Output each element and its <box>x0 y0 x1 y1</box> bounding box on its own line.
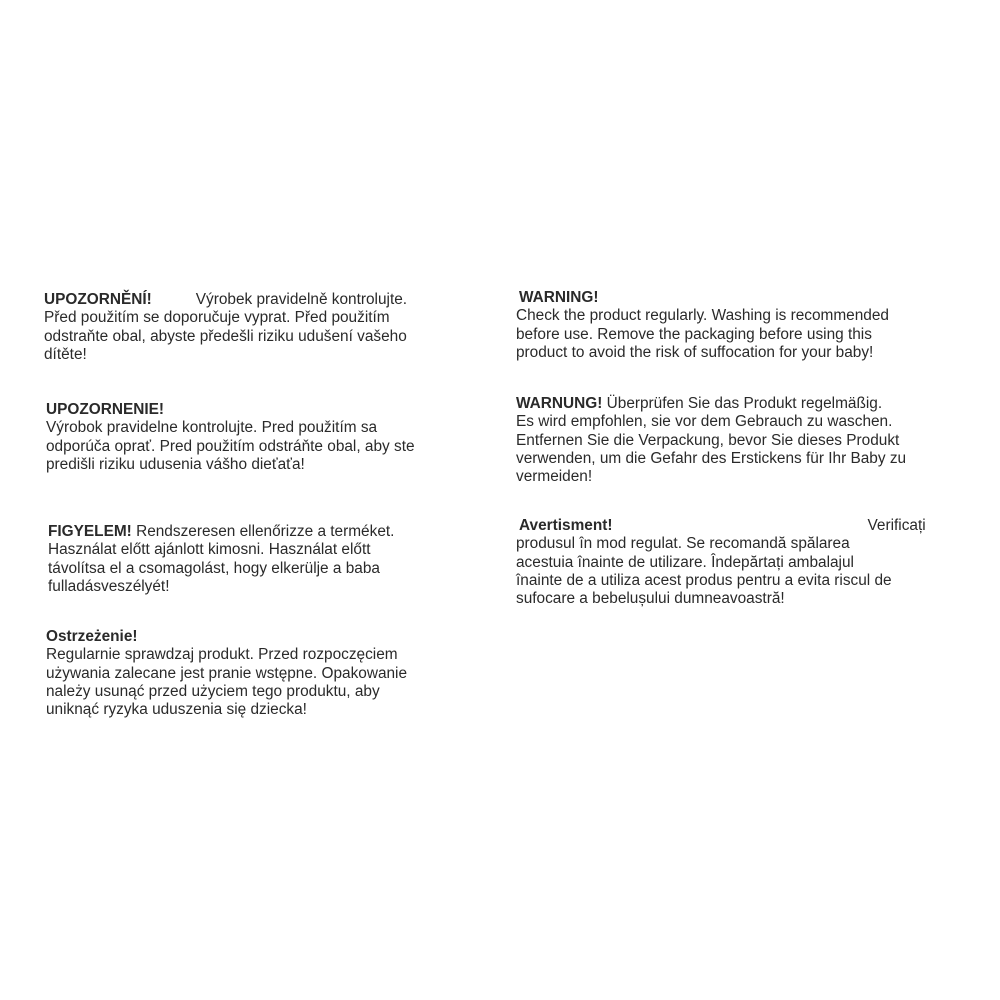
warning-romanian-inline-text: Verificați <box>867 517 926 534</box>
warning-czech-line: dítěte! <box>44 345 87 363</box>
warning-polish-heading: Ostrzeżenie! <box>46 628 138 645</box>
warning-polish-line: Regularnie sprawdzaj produkt. Przed rozpoczęciem <box>46 646 398 664</box>
warning-romanian-first-line <box>516 517 926 535</box>
warning-czech-inline-text: Výrobek pravidelně kontrolujte. <box>195 291 408 308</box>
warning-hungarian-line: távolítsa el a csomagolást, hogy elkerülje a baba <box>48 559 380 577</box>
warning-hungarian-inline-text: Rendszeresen ellenőrizze a terméket. <box>136 523 395 540</box>
warning-block-czech <box>44 291 407 364</box>
warning-english-line: Check the product regularly. Washing is recommended <box>516 307 889 325</box>
warning-english-line: before use. Remove the packaging before using this <box>516 325 872 343</box>
warning-block-hungarian <box>48 523 394 596</box>
warning-romanian-heading: Avertisment! <box>519 517 613 534</box>
warning-german-line: Entfernen Sie die Verpackung, bevor Sie dieses Produkt <box>516 431 900 449</box>
warning-czech-heading: UPOZORNĚNÍ! <box>44 291 152 308</box>
warning-hungarian-line: Használat előtt ajánlott kimosni. Használat előtt <box>48 541 371 559</box>
warning-german-line: Es wird empfohlen, sie vor dem Gebrauch zu waschen. <box>516 413 893 431</box>
warning-hungarian-first-line <box>48 523 394 541</box>
warning-german-heading: WARNUNG! <box>516 395 603 412</box>
warning-romanian-line: sufocare a bebelușului dumneavoastră! <box>516 590 785 608</box>
warning-polish-line: używania zalecane jest pranie wstępne. Opakowanie <box>46 664 408 682</box>
warning-slovak-line: odporúča oprať. Pred použitím odstráňte obal, aby ste <box>46 437 415 455</box>
warning-romanian-line: înainte de a utiliza acest produs pentru a evita riscul de <box>516 571 892 589</box>
warning-english-line: product to avoid the risk of suffocation for your baby! <box>516 343 874 361</box>
warning-romanian-line: produsul în mod regulat. Se recomandă spălarea <box>516 535 850 553</box>
warning-czech-first-line <box>44 291 407 309</box>
warning-block-polish <box>46 628 407 719</box>
warning-slovak-heading: UPOZORNENIE! <box>46 401 164 418</box>
warning-czech-line: Před použitím se doporučuje vyprat. Před použitím <box>44 309 390 327</box>
warning-block-german <box>516 395 906 486</box>
warning-polish-line: uniknąć ryzyka uduszenia się dziecka! <box>46 701 307 719</box>
warning-block-english <box>516 289 889 362</box>
warning-english-heading: WARNING! <box>519 289 599 306</box>
warning-polish-line: należy usunąć przed użyciem tego produktu, aby <box>46 682 380 700</box>
warning-german-line: verwenden, um die Gefahr des Erstickens für Ihr Baby zu <box>516 449 907 467</box>
warning-block-romanian <box>516 517 926 608</box>
warning-slovak-line: Výrobok pravidelne kontrolujte. Pred použitím sa <box>46 419 378 437</box>
warning-slovak-line: predišli riziku udusenia vášho dieťaťa! <box>46 455 305 473</box>
warning-german-line: vermeiden! <box>516 468 593 486</box>
warning-hungarian-line: fulladásveszélyét! <box>48 577 170 595</box>
warning-block-slovak <box>46 401 415 474</box>
warning-hungarian-heading: FIGYELEM! <box>48 523 132 540</box>
warning-german-inline-text: Überprüfen Sie das Produkt regelmäßig. <box>606 395 883 412</box>
warning-czech-line: odstraňte obal, abyste předešli riziku udušení vašeho <box>44 327 407 345</box>
warning-german-first-line <box>516 395 906 413</box>
warning-romanian-line: acestuia înainte de utilizare. Îndepărtați ambalajul <box>516 553 854 571</box>
